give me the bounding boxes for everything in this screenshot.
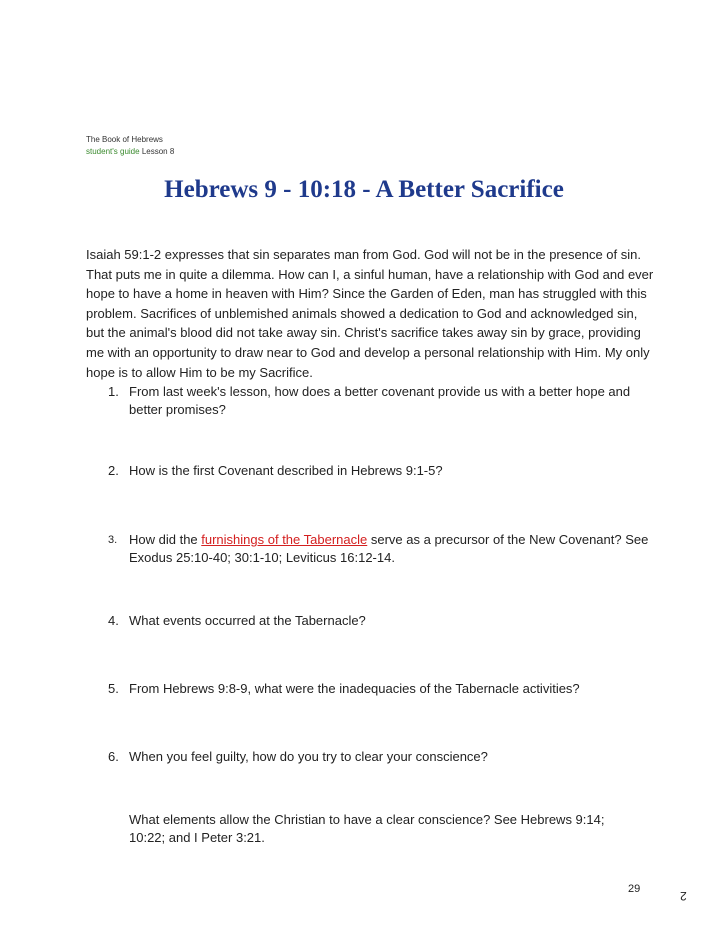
intro-paragraph: Isaiah 59:1-2 expresses that sin separates man from God. God will not be in the presence of sin. That puts me in quite a dilemma. How can I, a sinful human, have a relationship with God and ever hope to have a home in heaven with Him? Since the Garden of Eden, man has struggled with this problem. Sacrifices of unblemished animals showed a dedication to God and acknowledged sin, but the animal's blood did not take away sin. Christ's sacrifice takes away sin by grace, providing me with an opportunity to draw near to God and develop a personal relationship with Him. My only hope is to allow Him to be my Sacrifice. xyxy=(86,247,654,380)
question-number: 2. xyxy=(108,463,119,478)
question-3 xyxy=(108,531,649,567)
question-6 xyxy=(108,748,649,766)
tabernacle-furnishings-link[interactable]: furnishings of the Tabernacle xyxy=(201,532,368,547)
question-4 xyxy=(108,612,649,630)
question-number: 1. xyxy=(108,384,119,399)
page-title: Hebrews 9 - 10:18 - A Better Sacrifice xyxy=(164,176,564,203)
question-text: How is the first Covenant described in Hebrews 9:1-5? xyxy=(129,463,443,478)
followup-question xyxy=(108,811,619,847)
document-header xyxy=(86,134,174,158)
corner-page-number: 2 xyxy=(680,889,687,903)
question-number: 6. xyxy=(108,749,119,764)
question-1 xyxy=(108,383,649,419)
book-title: The Book of Hebrews xyxy=(86,135,163,144)
lesson-line xyxy=(86,146,174,158)
page-number: 29 xyxy=(628,883,641,895)
question-number: 5. xyxy=(108,681,119,696)
question-text: From last week's lesson, how does a better covenant provide us with a better hope and better promises? xyxy=(129,384,631,417)
question-text: From Hebrews 9:8-9, what were the inadequacies of the Tabernacle activities? xyxy=(129,681,580,696)
question-5 xyxy=(108,680,649,698)
question-number: 4. xyxy=(108,613,119,628)
followup-text: What elements allow the Christian to have a clear conscience? See Hebrews 9:14; 10:22; and I Peter 3:21. xyxy=(129,812,605,845)
question-number: 3. xyxy=(108,534,118,546)
question-text: When you feel guilty, how do you try to clear your conscience? xyxy=(129,749,488,764)
question-text: What events occurred at the Tabernacle? xyxy=(129,613,366,628)
question-text xyxy=(129,531,649,567)
question-2 xyxy=(108,462,649,480)
question-text-end: serve as a precursor of the New Covenant? See Exodus 25:10-40; 30:1-10; Leviticus 16:12-14. xyxy=(129,532,649,565)
lesson-label: Lesson 8 xyxy=(141,147,175,156)
question-text-start: How did the xyxy=(129,532,202,547)
guide-label: student's guide xyxy=(86,147,140,156)
